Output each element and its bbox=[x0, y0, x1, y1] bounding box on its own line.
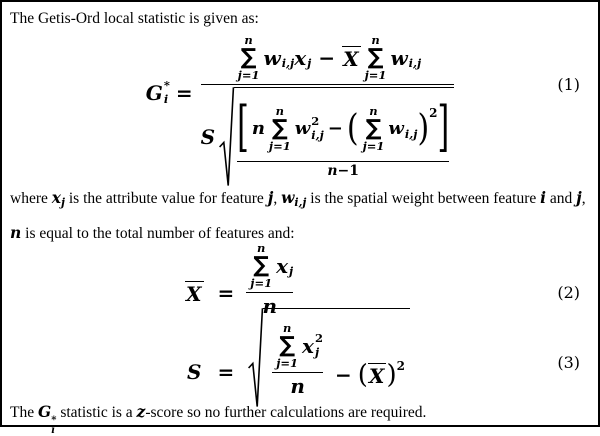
sum-upper-limit: n bbox=[257, 241, 266, 255]
n-symbol: n bbox=[10, 223, 22, 242]
n-symbol: n bbox=[327, 162, 338, 179]
radicand bbox=[263, 308, 410, 408]
sum-lower-limit: j=1 bbox=[237, 68, 260, 83]
eq1-inner-fraction bbox=[237, 96, 450, 180]
fraction-bar bbox=[237, 161, 449, 162]
S-symbol: S bbox=[200, 125, 216, 150]
j-symbol: j bbox=[267, 188, 274, 207]
w-subscript: i,j bbox=[408, 56, 422, 71]
eq1-G-superscript: * bbox=[163, 77, 170, 92]
fraction-bar bbox=[201, 84, 455, 85]
radicand bbox=[234, 87, 454, 187]
x-bar bbox=[185, 281, 204, 305]
sum-lower-limit: j=1 bbox=[268, 138, 291, 153]
para-text: is the attribute value for feature bbox=[64, 190, 268, 207]
x-bar-squared bbox=[357, 358, 405, 390]
w-ij-term bbox=[263, 47, 294, 69]
S-symbol: S bbox=[187, 360, 202, 384]
eq1-inner-numerator bbox=[237, 96, 450, 160]
squared-superscript: 2 bbox=[429, 105, 438, 120]
sum-lower-limit: j=1 bbox=[250, 276, 273, 291]
eq1-lhs bbox=[146, 79, 201, 107]
x-symbol: x bbox=[51, 188, 61, 207]
x-symbol: x bbox=[294, 46, 307, 71]
summation bbox=[269, 105, 291, 153]
sum-icon: ∑ bbox=[279, 333, 296, 358]
eq2-fraction bbox=[246, 242, 293, 317]
i-symbol: i bbox=[540, 188, 547, 207]
minus-one: −1 bbox=[337, 162, 359, 179]
equation-3-number: (3) bbox=[557, 353, 580, 372]
x-subscript: j bbox=[289, 264, 294, 279]
fraction-bar bbox=[272, 372, 323, 373]
para-text: is the spatial weight between feature bbox=[306, 190, 541, 207]
summation bbox=[238, 34, 260, 82]
eq1-G-symbol: G bbox=[145, 80, 163, 105]
para-text: and bbox=[546, 190, 577, 207]
minus-sign: − bbox=[334, 362, 352, 387]
equals-sign: = bbox=[217, 280, 235, 305]
w-subscript: i,j bbox=[294, 196, 307, 209]
left-bracket: [ bbox=[237, 96, 249, 160]
sum-icon: ∑ bbox=[271, 115, 288, 141]
eq1-G-scripts bbox=[164, 79, 170, 107]
w-superscript: 2 bbox=[311, 113, 320, 128]
eq3-denominator: n bbox=[290, 374, 305, 399]
w-symbol: w bbox=[281, 188, 295, 207]
x-bar bbox=[368, 363, 387, 387]
eq1-main-fraction bbox=[201, 34, 455, 187]
eq2-lhs bbox=[185, 281, 246, 305]
sum-icon: ∑ bbox=[240, 45, 257, 71]
x-symbol: x bbox=[276, 254, 289, 279]
eq1-inner-denominator bbox=[327, 164, 359, 179]
x-subscript: j bbox=[307, 56, 312, 71]
left-paren: ( bbox=[357, 359, 368, 390]
sum-lower-limit: j=1 bbox=[364, 68, 387, 83]
minus-sign: − bbox=[327, 117, 343, 139]
eq3-numerator bbox=[272, 322, 323, 370]
equals-sign: = bbox=[175, 80, 193, 105]
summation bbox=[363, 105, 385, 153]
x-j-term bbox=[294, 47, 311, 69]
w-symbol: w bbox=[263, 46, 281, 71]
w-symbol: w bbox=[388, 117, 404, 139]
x-subscript: j bbox=[61, 196, 65, 209]
sum-upper-limit: n bbox=[244, 33, 253, 47]
square-root bbox=[219, 87, 454, 187]
footer-text-suffix: -score so no further calculations are required. bbox=[145, 404, 427, 421]
left-paren: ( bbox=[346, 107, 359, 150]
x-squared-j-term bbox=[302, 332, 323, 360]
square-root bbox=[248, 308, 410, 408]
para-text: where bbox=[10, 190, 52, 207]
w-symbol: w bbox=[390, 46, 408, 71]
w-subscript: i,j bbox=[311, 127, 324, 142]
eq3-lhs bbox=[187, 361, 246, 383]
radical-icon bbox=[219, 87, 234, 187]
para-text: is equal to the total number of features and: bbox=[21, 225, 295, 242]
minus-sign: − bbox=[318, 46, 336, 71]
radical-icon bbox=[248, 308, 263, 408]
w-subscript: i,j bbox=[404, 126, 418, 141]
summation bbox=[365, 34, 387, 82]
sum-upper-limit: n bbox=[369, 103, 378, 118]
equation-1 bbox=[2, 34, 598, 187]
x-superscript: 2 bbox=[314, 331, 323, 346]
j-symbol: j bbox=[576, 188, 582, 207]
sum-icon: ∑ bbox=[367, 45, 384, 71]
summation bbox=[250, 242, 272, 290]
w-scripts bbox=[311, 115, 324, 143]
eq1-G-subscript: i bbox=[163, 91, 169, 106]
right-paren: ) bbox=[417, 107, 430, 150]
equation-2 bbox=[2, 242, 598, 317]
eq1-numerator bbox=[234, 34, 422, 82]
right-bracket: ] bbox=[437, 96, 450, 160]
sum-upper-limit: n bbox=[371, 33, 380, 47]
eq2-denominator: n bbox=[262, 294, 278, 319]
fraction-bar bbox=[246, 292, 293, 293]
intro-text: The Getis-Ord local statistic is given as: bbox=[10, 10, 259, 27]
equation-1-number: (1) bbox=[557, 75, 580, 94]
summation bbox=[276, 322, 298, 370]
sum-lower-limit: j=1 bbox=[362, 138, 385, 153]
x-symbol: x bbox=[302, 334, 314, 358]
x-bar-symbol: X bbox=[368, 363, 385, 388]
eq1-body bbox=[146, 34, 454, 187]
x-scripts bbox=[315, 332, 323, 360]
footer-text-mid: statistic is a bbox=[56, 404, 137, 421]
sum-lower-limit: j=1 bbox=[276, 356, 299, 370]
G-subscript: i bbox=[51, 425, 56, 436]
x-subscript: j bbox=[314, 345, 320, 359]
footer-text bbox=[10, 402, 426, 436]
para-text: , bbox=[581, 190, 586, 207]
sum-icon: ∑ bbox=[253, 253, 270, 279]
equals-sign: = bbox=[217, 360, 235, 384]
w-ij-term bbox=[388, 119, 417, 139]
x-bar-symbol: X bbox=[343, 47, 359, 72]
G-symbol: G bbox=[37, 402, 52, 421]
x-bar bbox=[342, 46, 361, 70]
w-squared-ij-term bbox=[295, 115, 324, 143]
sum-upper-limit: n bbox=[275, 103, 284, 118]
sum-icon: ∑ bbox=[365, 115, 382, 141]
footer-text-prefix: The bbox=[10, 404, 38, 421]
G-superscript: * bbox=[51, 415, 57, 426]
eq3-fraction bbox=[266, 322, 329, 397]
equation-2-number: (2) bbox=[557, 283, 580, 302]
x-bar-symbol: X bbox=[186, 281, 202, 306]
right-paren: ) bbox=[386, 359, 397, 390]
n-symbol: n bbox=[251, 117, 265, 139]
squared-superscript: 2 bbox=[396, 358, 405, 373]
w-ij-term bbox=[390, 47, 421, 69]
eq1-denominator bbox=[201, 87, 455, 187]
sum-upper-limit: n bbox=[282, 320, 292, 335]
eq2-numerator bbox=[246, 242, 293, 290]
description-paragraph bbox=[10, 183, 588, 249]
x-j-term bbox=[276, 255, 293, 277]
w-symbol: w bbox=[294, 117, 311, 139]
z-symbol: z bbox=[136, 402, 146, 421]
equation-3 bbox=[2, 308, 598, 408]
para-text: , bbox=[273, 190, 282, 207]
w-subscript: i,j bbox=[281, 56, 295, 71]
